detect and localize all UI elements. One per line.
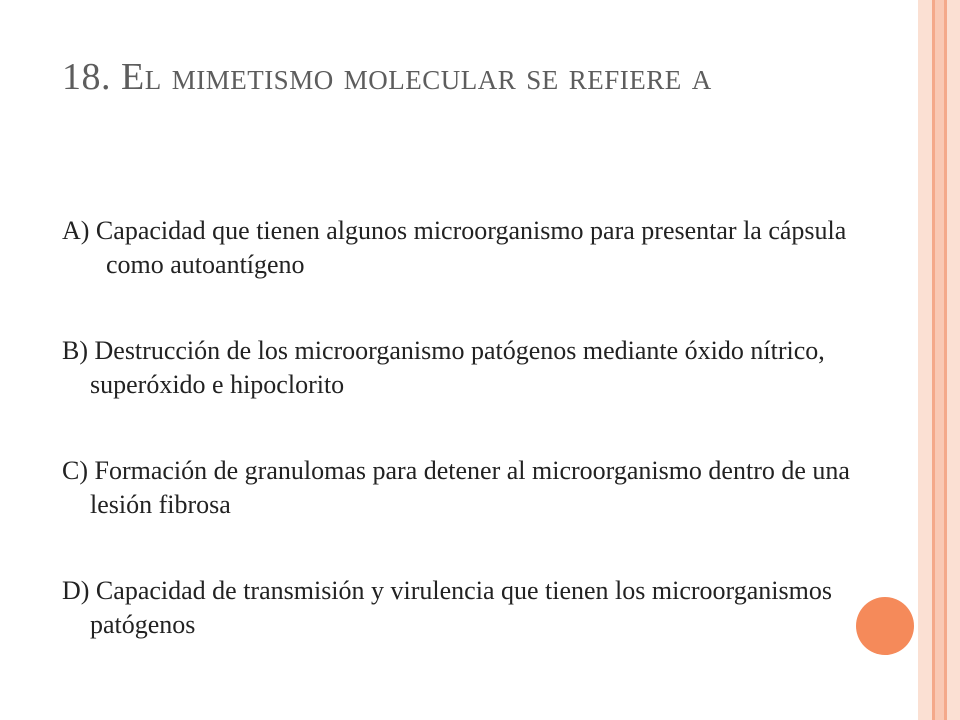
option-d: D) Capacidad de transmisión y virulencia que tienen los microorganismos patógenos [62,576,832,639]
option-b: B) Destrucción de los microorganismo patógenos mediante óxido nítrico, superóxido e hipoclorito [62,336,825,399]
orange-circle-icon [856,597,914,655]
option-a: A) Capacidad que tienen algunos microorganismo para presentar la cápsula como autoantígeno [62,216,847,279]
answer-options [62,214,882,642]
stripe-1 [918,0,932,720]
slide-title: 18. El mimetismo molecular se refiere a [62,56,712,98]
stripe-3 [935,0,944,720]
option-c: C) Formación de granulomas para detener al microorganismo dentro de una lesión fibrosa [62,456,850,519]
stripe-5 [947,0,960,720]
decorative-side-stripes [918,0,960,720]
